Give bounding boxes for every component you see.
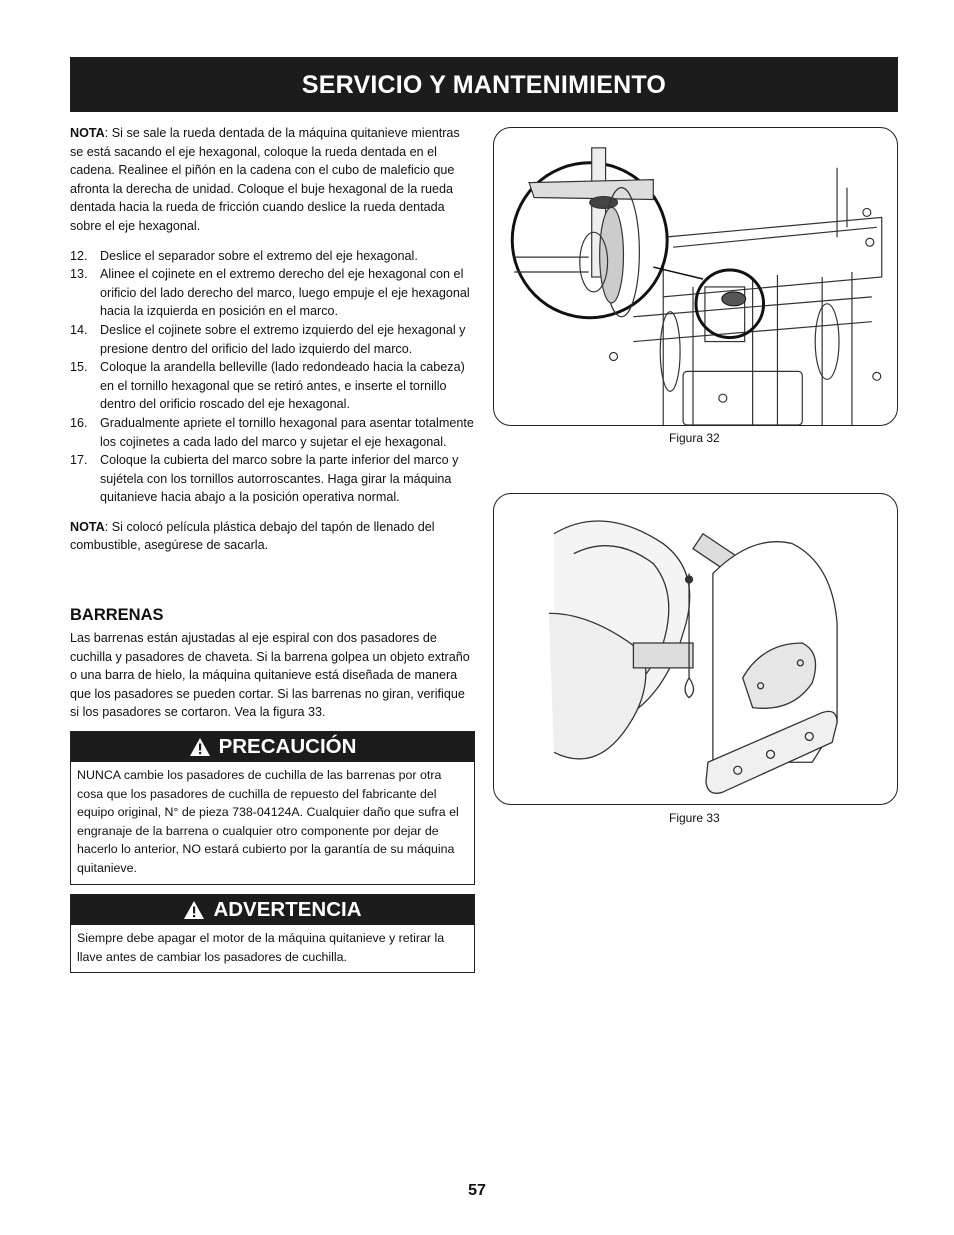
frame-assembly-drawing <box>494 128 897 425</box>
caution-title: PRECAUCIÓN <box>218 735 357 758</box>
step-text: Gradualmente apriete el tornillo hexagonal para asentar totalmente los cojinetes a cada lado del marco y sujetar el eje hexagonal. <box>100 415 474 449</box>
step-text: Deslice el separador sobre el extremo del eje hexagonal. <box>100 248 418 263</box>
step-item <box>70 414 476 451</box>
warning-text: Siempre debe apagar el motor de la máquina quitanieve y retirar la llave antes de cambiar los pasadores de cuchilla. <box>77 931 445 964</box>
warning-box <box>70 894 475 973</box>
step-item <box>70 247 476 266</box>
step-text: Coloque la arandella belleville (lado redondeado hacia la cabeza) en el tornillo hexagonal que se retiró antes, e inserte el tornillo dentro del orificio roscado del eje hexagonal. <box>100 360 465 412</box>
note-paragraph <box>70 124 476 236</box>
auger-shear-pin-drawing <box>494 494 897 804</box>
figure-33-illustration <box>493 493 898 805</box>
main-text-column <box>70 124 476 555</box>
step-item <box>70 265 476 321</box>
steps-list <box>70 247 476 507</box>
figure-32-caption: Figura 32 <box>669 431 720 445</box>
step-item <box>70 321 476 358</box>
note-label: NOTA <box>70 126 105 140</box>
step-text: Alinee el cojinete en el extremo derecho del eje hexagonal con el orificio del lado derecho del marco, luego empuje el eje hexagonal hacia la izquierda en posición en el marco. <box>100 267 470 319</box>
step-number: 17. <box>70 453 88 468</box>
page-number: 57 <box>468 1182 486 1199</box>
note2-label: NOTA <box>70 519 105 534</box>
section-header <box>70 57 898 112</box>
caution-header <box>71 732 474 762</box>
caution-text: NUNCA cambie los pasadores de cuchilla de las barrenas por otra cosa que los pasadores de cuchilla de repuesto del fabricante del equipo original, N° de pieza 738-04124A. Cualquier daño que sufra el engranaje de la barrena o cualquier otro componente por dejar de hacerlo lo anterior, NO estará cubierto por la garantía de su máquina quitanieve. <box>77 768 459 875</box>
warning-title: ADVERTENCIA <box>213 898 362 921</box>
note2-paragraph <box>70 518 476 555</box>
step-text: Coloque la cubierta del marco sobre la parte inferior del marco y sujétela con los tornillos autorroscantes. Haga girar la máquina quitanieve hacia abajo a la posición operativa normal. <box>100 453 459 505</box>
warning-header <box>71 895 474 925</box>
step-number: 16. <box>70 415 88 430</box>
step-number: 13. <box>70 267 88 282</box>
step-text: Deslice el cojinete sobre el extremo izquierdo del eje hexagonal y presione dentro del orificio del lado izquierdo del marco. <box>100 322 466 356</box>
augers-heading: BARRENAS <box>70 606 164 624</box>
step-number: 12. <box>70 248 88 263</box>
warning-triangle-icon <box>189 737 211 757</box>
caution-box <box>70 731 475 885</box>
step-item <box>70 358 476 414</box>
step-item <box>70 451 476 507</box>
note-text: : Si se sale la rueda dentada de la máquina quitanieve mientras se está sacando el eje hexagonal, coloque la rueda dentada en el cadena. Realinee el piñón en la cadena con el cubo de maleficio que afronta la derecha de unidad. Coloque el buje hexagonal de la rueda dentada hacia la rueda de fricción cuando deslice la rueda dentada sobre el eje hexagonal. <box>70 126 460 233</box>
step-number: 14. <box>70 322 88 337</box>
figure-32-illustration <box>493 127 898 426</box>
step-number: 15. <box>70 360 88 375</box>
note2-text: : Si colocó película plástica debajo del tapón de llenado del combustible, asegúrese de sacarla. <box>70 519 435 553</box>
augers-body: Las barrenas están ajustadas al eje espiral con dos pasadores de cuchilla y pasadores de chaveta. Si la barrena golpea un objeto extraño o una barra de hielo, la máquina quitanieve está diseñada de manera que los pasadores se pueden cortar. Si las barrenas no giran, verifique si los pasadores se cortaron. Vea la figura 33. <box>70 631 470 720</box>
warning-triangle-icon <box>183 900 205 920</box>
section-title: SERVICIO Y MANTENIMIENTO <box>301 71 667 99</box>
figure-33-caption: Figure 33 <box>669 811 720 825</box>
